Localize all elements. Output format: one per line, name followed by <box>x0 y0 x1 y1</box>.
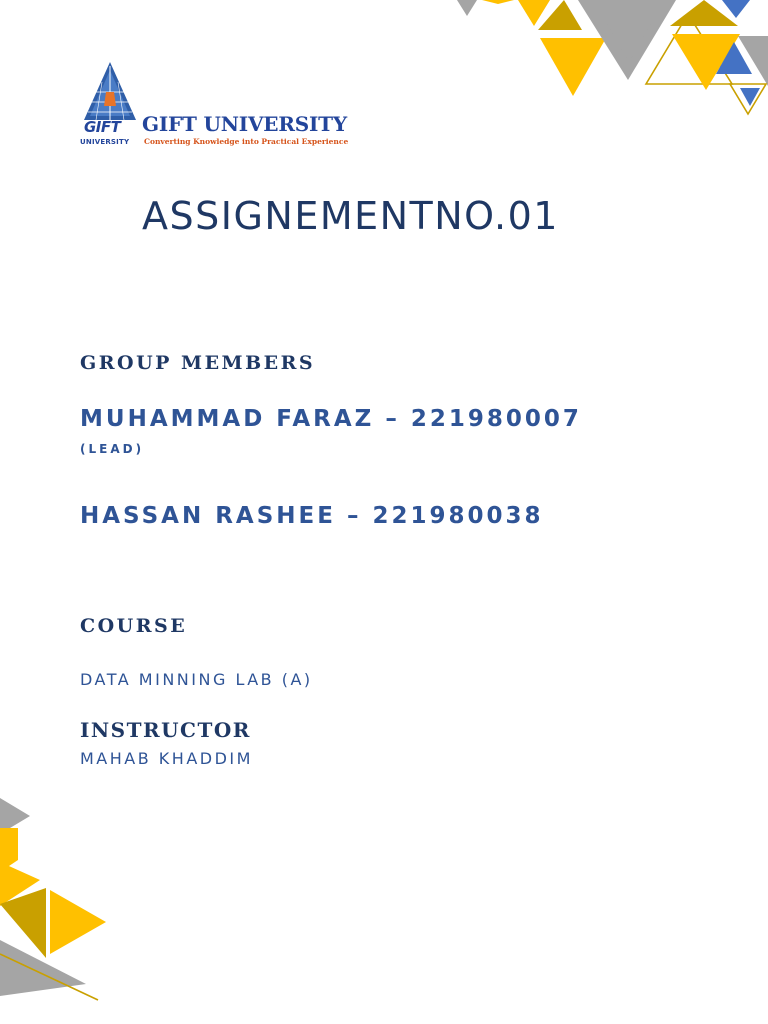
document-title: ASSIGNEMENTNO.01 <box>142 194 559 238</box>
instructor-heading: INSTRUCTOR <box>80 718 251 742</box>
logo-building-icon <box>78 62 142 122</box>
instructor-name: MAHAB KHADDIM <box>80 749 253 768</box>
logo-mark-subtext: UNIVERSITY <box>80 138 130 146</box>
university-tagline: Converting Knowledge into Practical Experience <box>144 137 349 146</box>
course-name: DATA MINNING LAB (A) <box>80 670 313 689</box>
group-members-heading: GROUP MEMBERS <box>80 352 316 374</box>
decorative-triangles-bottom <box>0 790 110 1004</box>
decorative-triangles-top <box>440 0 768 120</box>
member-second: HASSAN RASHEE – 221980038 <box>80 503 544 529</box>
university-logo <box>78 62 368 152</box>
university-name: GIFT UNIVERSITY <box>142 112 347 136</box>
logo-mark-text: GIFT <box>84 118 121 136</box>
member-lead: MUHAMMAD FARAZ – 221980007 <box>80 406 582 432</box>
member-lead-role: (LEAD) <box>80 442 145 456</box>
course-heading: COURSE <box>80 615 188 637</box>
